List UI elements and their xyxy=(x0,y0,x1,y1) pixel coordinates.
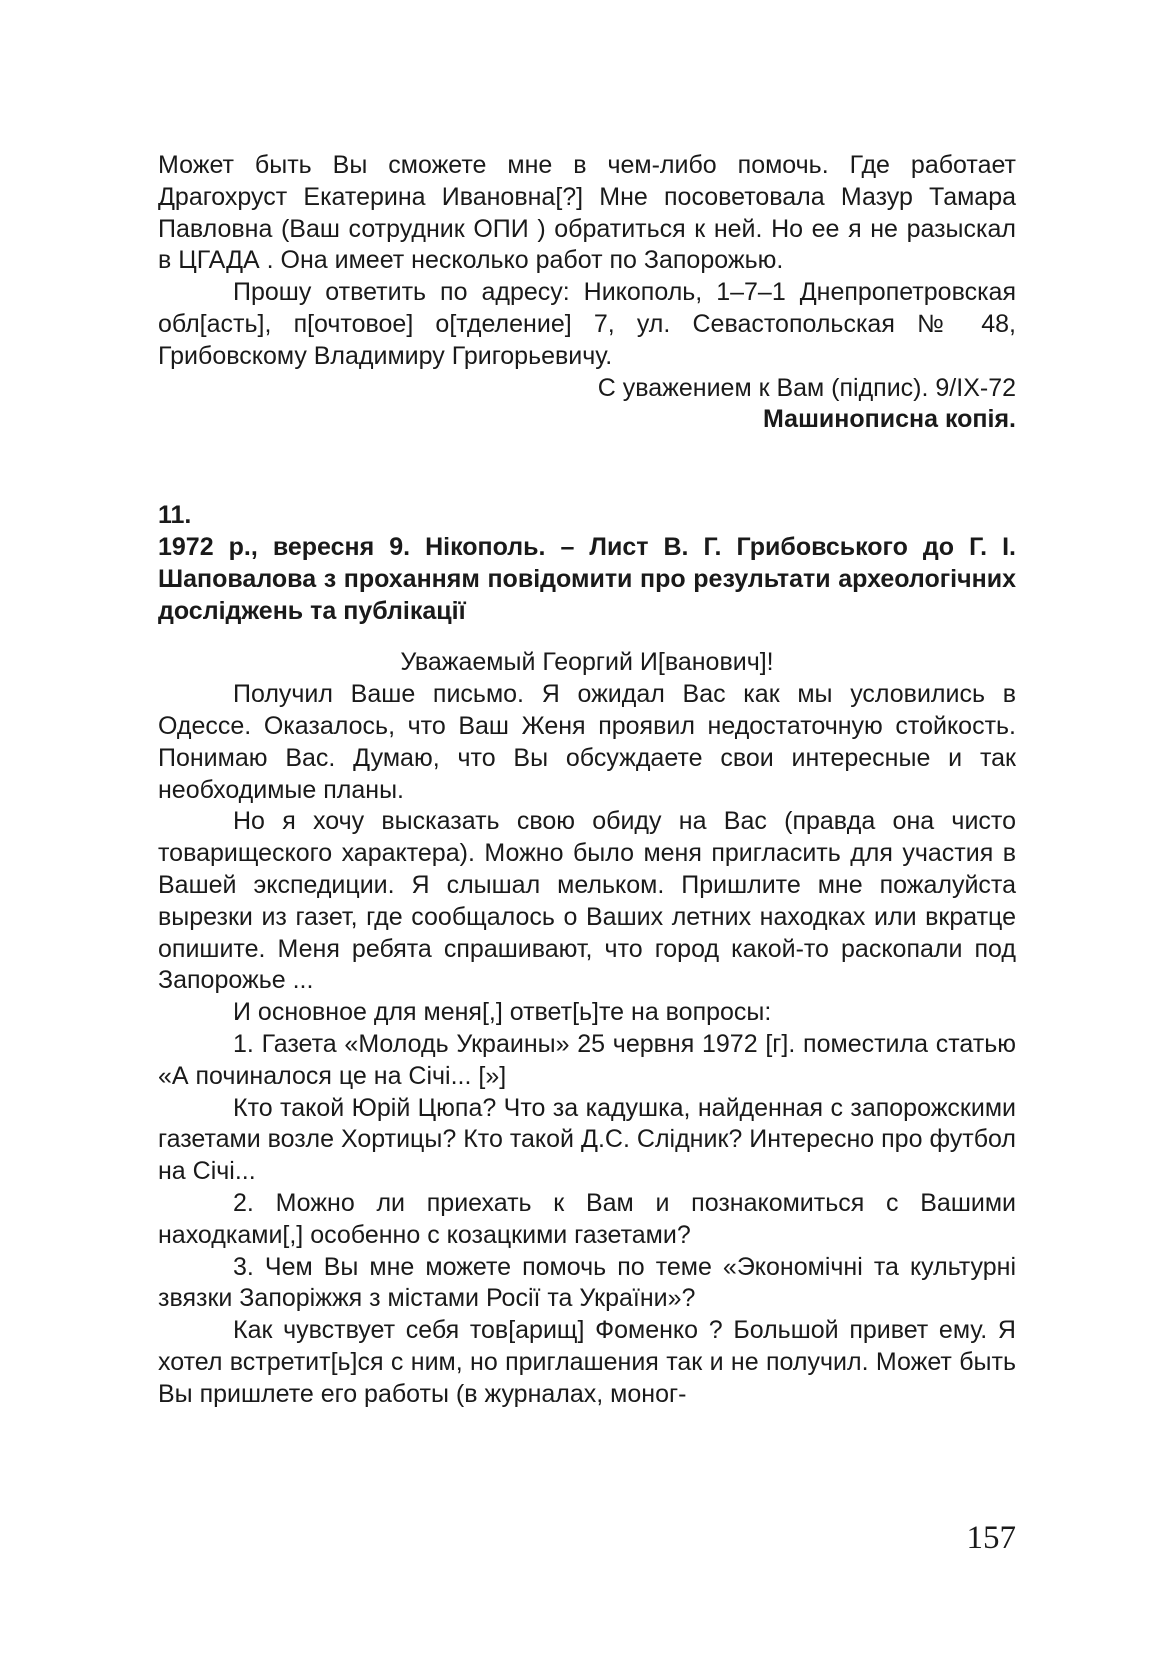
letter-paragraph: И основное для меня[,] ответ[ь]те на вопросы: xyxy=(233,998,772,1027)
letter-paragraph: 3. Чем Вы мне можете помочь по теме «Экономічні та культурні звязки Запоріжжя з містами Росії та України»? xyxy=(158,1252,1016,1313)
copy-note: Машинописна копія. xyxy=(763,405,1016,434)
top-paragraph: Может быть Вы сможете мне в чем-либо помочь. Где работает Драгохруст Екатерина Ивановна[?] Мне посоветовала Мазур Тамара Павловна (Ваш сотрудник ОПИ ) обратиться к ней. Но ее я не разыскал в ЦГАДА . Она имеет несколько работ по Запорожью. xyxy=(158,151,1016,275)
letter-paragraph: Кто такой Юрій Цюпа? Что за кадушка, найденная с запорожскими газетами возле Хортицы? Кто такой Д.С. Слідник? Интересно про футбол на Січі... xyxy=(158,1093,1016,1186)
letter-paragraph: Но я хочу высказать свою обиду на Вас (правда она чисто товарищеского характера). Можно было меня пригласить для участия в Вашей экспедиции. Я слышал мельком. Пришлите мне пожалуйста вырезки из газет, где сообщалось о Ваших летних находках или вкратце опишите. Меня ребята спрашивают, что город какой-то раскопали под Запорожье ... xyxy=(158,807,1016,995)
letter-paragraph: 2. Можно ли приехать к Вам и познакомиться с Вашими находками[,] особенно с козацкими газетами? xyxy=(158,1188,1016,1249)
page-content xyxy=(158,150,1016,1410)
letter-paragraph: Как чувствует себя тов[арищ] Фоменко ? Большой привет ему. Я хотел встретит[ь]ся с ним, но приглашения так и не получил. Может быть Вы пришлете его работы (в журналах, моног- xyxy=(158,1316,1016,1408)
salutation: Уважаемый Георгий И[ванович]! xyxy=(400,648,774,677)
signature-line: С уважением к Вам (підпис). 9/IX-72 xyxy=(597,373,1016,402)
letter-paragraph: 1. Газета «Молодь Украины» 25 червня 1972 [г]. поместила статью «А починалося це на Січі... [»] xyxy=(158,1029,1016,1090)
document-number: 11. xyxy=(158,501,192,530)
document-heading: 1972 р., вересня 9. Нікополь. – Лист В. Г. Грибовського до Г. І. Шаповалова з проханням повідомити про результати археологічних досліджень та публікації xyxy=(158,532,1016,625)
page-number: 157 xyxy=(966,1520,1016,1556)
heading-gap xyxy=(158,627,1016,647)
address-paragraph: Прошу ответить по адресу: Никополь, 1–7–1 Днепропетровская обл[асть], п[очтовое] о[тделение] 7, ул. Севастопольская № 48, Грибовскому Владимиру Григорьевичу. xyxy=(158,278,1016,370)
section-gap xyxy=(158,436,1016,500)
letter-paragraph: Получил Ваше письмо. Я ожидал Вас как мы условились в Одессе. Оказалось, что Ваш Женя проявил недостаточную стойкость. Понимаю Вас. Думаю, что Вы обсуждаете свои интересные и так необходимые планы. xyxy=(158,680,1016,804)
